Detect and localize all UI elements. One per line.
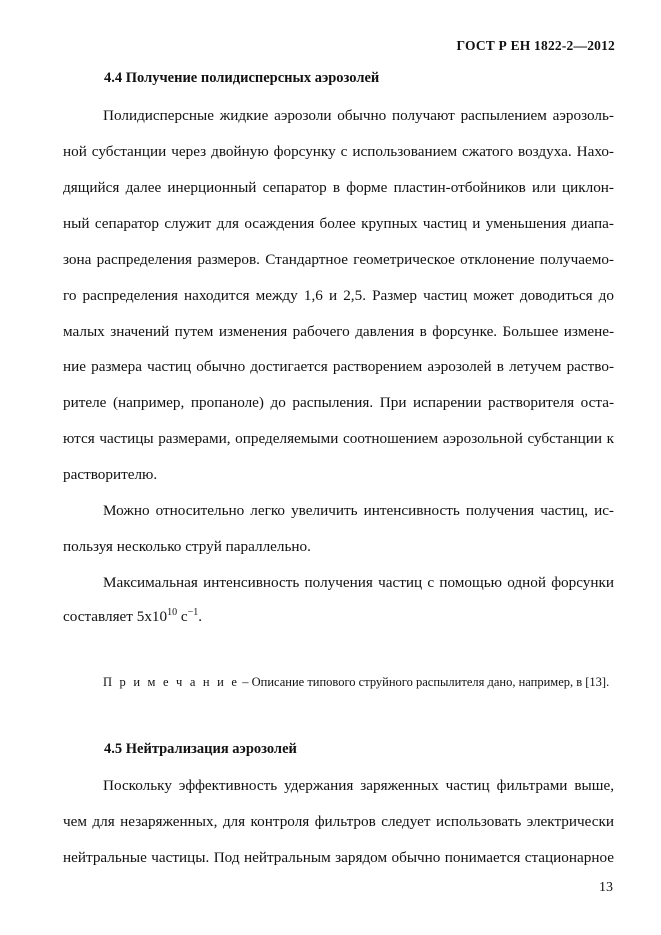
- body-line: рителе (например, пропаноле) до распыления. При испарении растворителя оста-: [63, 394, 614, 411]
- body-line: дящийся далее инерционный сепаратор в форме пластин-отбойников или циклон-: [63, 179, 614, 196]
- body-line: ной субстанции через двойную форсунку с использованием сжатого воздуха. Нахо-: [63, 143, 614, 160]
- section-4-5-heading: 4.5 Нейтрализация аэрозолей: [104, 741, 297, 757]
- standard-header: ГОСТ Р ЕН 1822-2—2012: [456, 38, 615, 53]
- body-line: Можно относительно легко увеличить интенсивность получения частиц, ис-: [103, 502, 614, 519]
- note-label: П р и м е ч а н и е: [103, 675, 240, 689]
- body-line: Максимальная интенсивность получения частиц с помощью одной форсунки: [103, 574, 614, 591]
- body-line: растворителю.: [63, 466, 158, 483]
- formula-text: составляет 5x10: [63, 608, 168, 625]
- body-line: чем для незаряженных, для контроля фильтров следует использовать электрически: [63, 813, 614, 830]
- body-line: Поскольку эффективность удержания заряженных частиц фильтрами выше,: [103, 777, 614, 794]
- exponent: 10: [167, 607, 178, 618]
- note: [103, 675, 609, 690]
- section-4-4-heading: 4.4 Получение полидисперсных аэрозолей: [104, 70, 380, 86]
- body-line: Полидисперсные жидкие аэрозоли обычно получают распылением аэрозоль-: [103, 107, 614, 124]
- body-line: ются частицы размерами, определяемыми соотношением аэрозольной субстанции к: [63, 430, 614, 447]
- body-line: ние размера частиц обычно достигается растворением аэрозолей в летучем раство-: [63, 358, 614, 375]
- body-line: зона распределения размеров. Стандартное геометрическое отклонение получаемо-: [63, 251, 614, 268]
- exponent: −1: [187, 607, 199, 618]
- formula-line: [63, 608, 614, 626]
- body-line: пользуя несколько струй параллельно.: [63, 538, 311, 555]
- unit: с: [177, 608, 188, 625]
- formula-end: .: [198, 608, 203, 625]
- page-number: 13: [599, 880, 613, 895]
- body-line: ный сепаратор служит для осаждения более крупных частиц и уменьшения диапа-: [63, 215, 614, 232]
- body-line: малых значений путем изменения рабочего давления в форсунке. Большее измене-: [63, 323, 614, 340]
- body-line: нейтральные частицы. Под нейтральным зарядом обычно понимается стационарное: [63, 849, 614, 866]
- body-line: го распределения находится между 1,6 и 2,5. Размер частиц может доводиться до: [63, 287, 614, 304]
- note-text: – Описание типового струйного распылителя дано, например, в [13].: [239, 675, 610, 689]
